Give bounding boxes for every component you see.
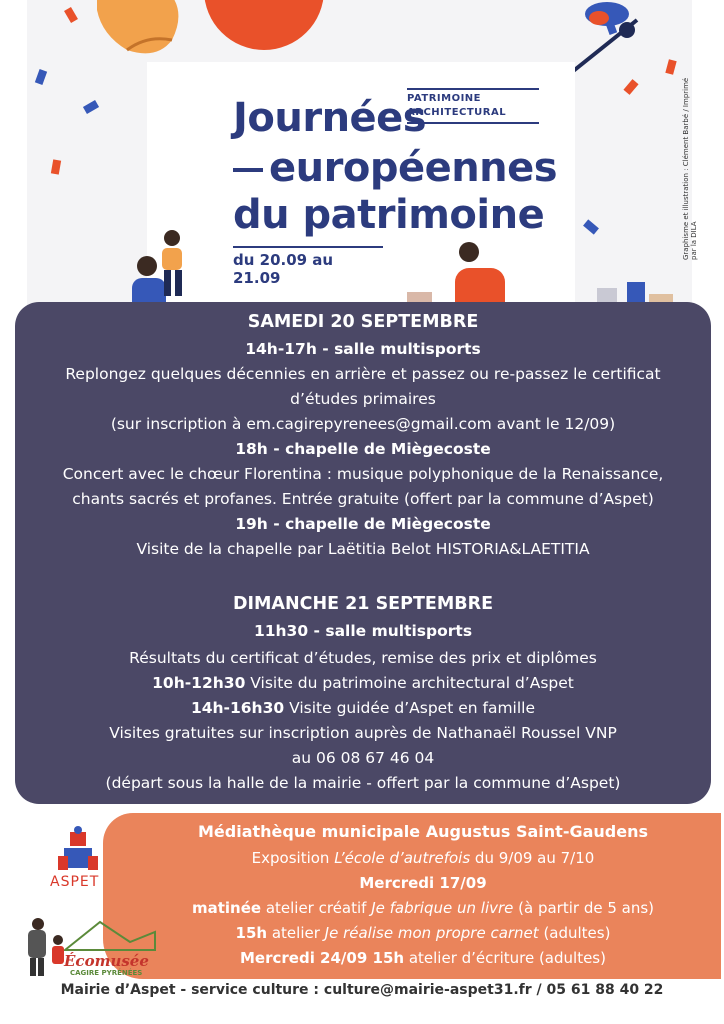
sunday-heading: DIMANCHE 21 SEPTEMBRE [232,594,494,614]
saturday-event1-line2: d’études primaires [290,390,436,408]
ecomusee-logo-subtext: CAGIRE PYRÉNÉES [70,969,143,977]
media-expo-dates: du 9/09 au 7/10 [470,849,595,867]
media-panel [103,813,721,979]
footer-contact: Mairie d’Aspet - service culture : culture@mairie-aspet31.fr / 05 61 88 40 22 [60,982,664,998]
saturday-event3-line1: Visite de la chapelle par Laëtitia Belot HISTORIA&LAETITIA [136,540,590,558]
program-panel [15,302,711,804]
poster-credit: Graphisme et illustration : Clément Barbé / Imprimé par la DILA [682,77,698,260]
media-workshop2-time: 15h [235,924,268,942]
saturday-event2-line1: Concert avec le chœur Florentina : musique polyphonique de la Renaissance, [62,465,664,483]
sunday-info-line1: Visites gratuites sur inscription auprès de Nathanaël Roussel VNP [109,724,617,742]
poster-title-line1: Journées [233,95,427,141]
saturday-event2-line2: chants sacrés et profanes. Entrée gratuite (offert par la commune d’Aspet) [72,490,654,508]
poster-tag-line1: PATRIMOINE [407,93,481,104]
media-expo [143,849,703,867]
poster-tag [407,88,539,124]
sunday-event1-title: 11h30 - salle multisports [253,622,473,640]
saturday-event3-title: 19h - chapelle de Miègecoste [235,515,491,533]
saturday-event2-title: 18h - chapelle de Miègecoste [235,440,491,458]
sun-shape [204,0,324,50]
media-expo-prefix: Exposition [251,849,335,867]
confetti [64,7,78,23]
sunday-info-line2: au 06 08 67 46 04 [291,749,435,767]
media-workshop2 [143,924,703,942]
sunday-info-line3: (départ sous la halle de la mairie - offert par la commune d’Aspet) [105,774,621,792]
media-workshop1-time: matinée [191,899,262,917]
media-workshop1 [143,899,703,917]
poster-title-line2 [233,145,557,191]
media-workshop1-title: Je fabrique un livre [371,899,514,917]
poster-title-line2-text: européennes [269,145,558,191]
media-day1: Mercredi 17/09 [359,874,487,892]
media-workshop2-text: atelier [267,924,325,942]
poster-illustration [27,0,698,320]
sunday-event2-time: 10h-12h30 [152,674,246,692]
media-workshop1-text: atelier créatif [261,899,372,917]
media-workshop3 [143,949,703,967]
confetti [583,219,599,234]
media-workshop1-age: (à partir de 5 ans) [513,899,655,917]
saturday-event1-line3: (sur inscription à em.cagirepyrenees@gmail.com avant le 12/09) [110,415,616,433]
sunday-event2 [15,674,711,692]
sunday-event3 [15,699,711,717]
confetti [51,159,61,174]
hand-illustration [87,0,207,70]
dash-mark [233,168,263,172]
media-workshop3-time: Mercredi 24/09 15h [240,949,405,967]
aspet-logo-text: ASPET [50,874,100,890]
poster-tag-line2: ARCHITECTURAL [407,107,507,118]
saturday-event1-line1: Replongez quelques décennies en arrière et passez ou re-passez le certificat [65,365,661,383]
confetti [35,69,47,85]
media-expo-title: L’école d’autrefois [334,849,471,867]
sunday-event3-text: Visite guidée d’Aspet en famille [284,699,536,717]
confetti [83,100,99,114]
confetti [665,59,676,75]
sunday-event3-time: 14h-16h30 [190,699,285,717]
sunday-event1-line1: Résultats du certificat d’études, remise des prix et diplômes [129,649,597,667]
media-workshop3-text: atelier d’écriture (adultes) [404,949,606,967]
sunday-event2-text: Visite du patrimoine architectural d’Aspet [245,674,574,692]
media-heading: Médiathèque municipale Augustus Saint-Gaudens [197,822,649,841]
media-workshop2-age: (adultes) [538,924,611,942]
media-workshop2-title: Je réalise mon propre carnet [324,924,539,942]
saturday-heading: SAMEDI 20 SEPTEMBRE [247,312,479,332]
poster-dates: du 20.09 au 21.09 [233,246,383,287]
ecomusee-logo-text: Écomusée [64,952,149,970]
saturday-event1-title: 14h-17h - salle multisports [245,340,481,358]
poster-title-line3: du patrimoine [233,192,545,238]
